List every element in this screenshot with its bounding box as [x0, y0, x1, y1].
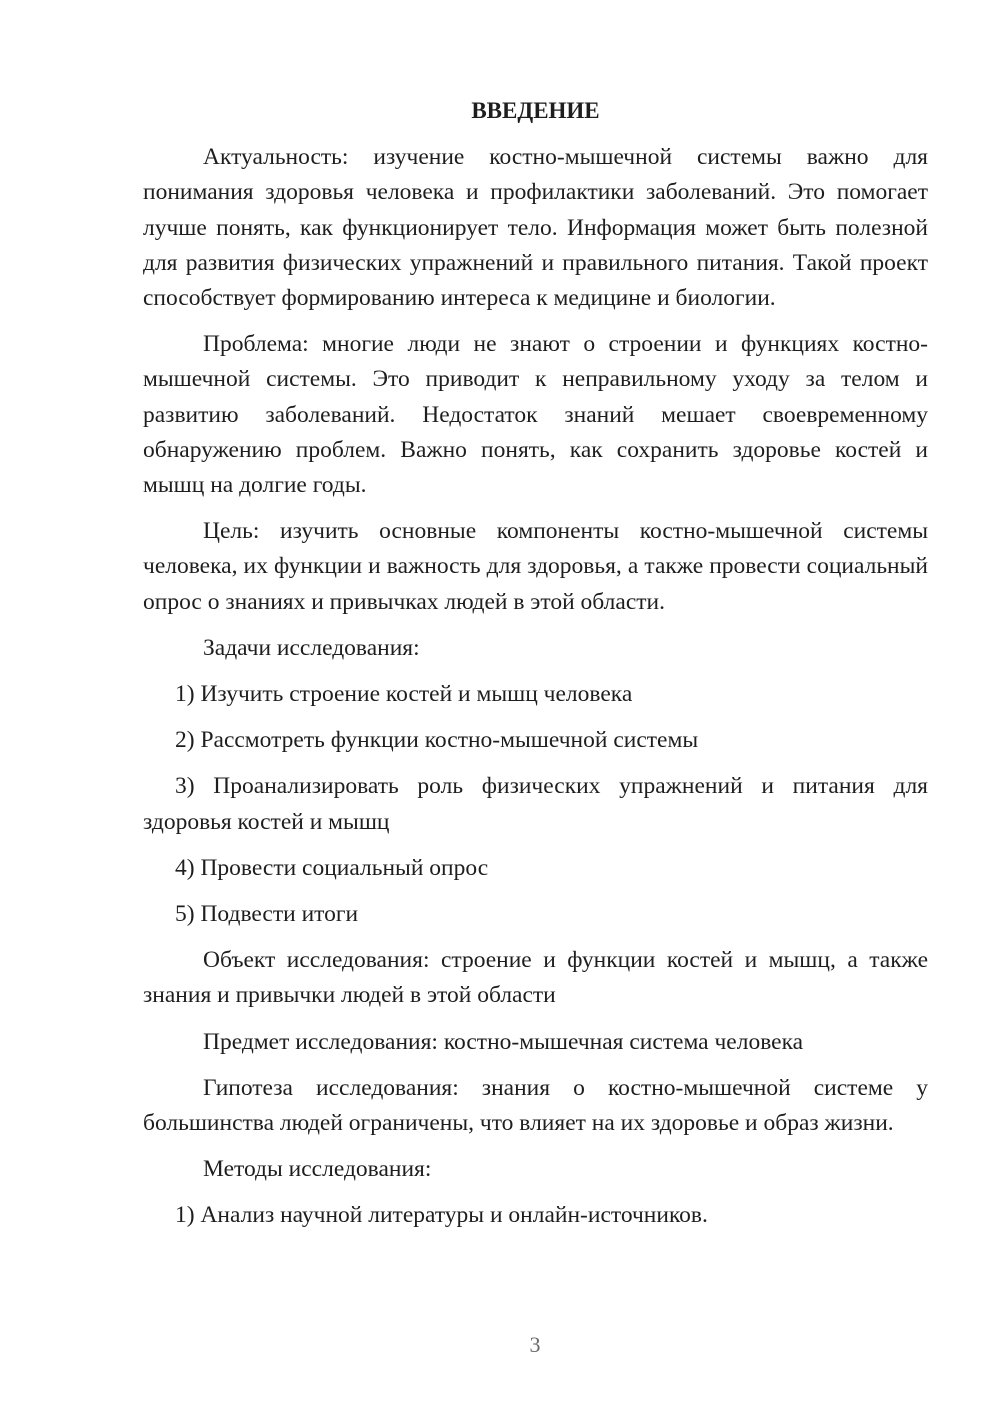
section-heading: ВВЕДЕНИЕ [471, 98, 600, 123]
task-item-1: 1) Изучить строение костей и мышц человека [175, 681, 633, 708]
page-number: 3 [529, 1332, 541, 1357]
method-item-1: 1) Анализ научной литературы и онлайн-источников. [175, 1202, 708, 1229]
subject-paragraph: Предмет исследования: костно-мышечная система человека [203, 1028, 804, 1055]
tasks-title: Задачи исследования: [203, 634, 420, 661]
task-item-2: 2) Рассмотреть функции костно-мышечной системы [175, 727, 699, 754]
object-paragraph: Объект исследования: строение и функции костей и мышц, а также знания и привычки людей в этой области [143, 947, 928, 1009]
task-item-4: 4) Провести социальный опрос [175, 854, 489, 881]
relevance-paragraph: Актуальность: изучение костно-мышечной системы важно для понимания здоровья человека и профилактики заболеваний. Это помогает лучше понять, как функционирует тело. Информация может быть полезной для развития физических упражнений и правильного питания. Такой проект способствует формированию интереса к медицине и биологии. [143, 144, 928, 312]
page-content [143, 93, 928, 1245]
hypothesis-paragraph: Гипотеза исследования: знания о костно-мышечной системе у большинства людей ограничены, что влияет на их здоровье и образ жизни. [143, 1074, 928, 1137]
task-item-5: 5) Подвести итоги [175, 901, 359, 928]
goal-paragraph: Цель: изучить основные компоненты костно-мышечной системы человека, их функции и важность для здоровья, а также провести социальный опрос о знаниях и привычках людей в этой области. [143, 518, 928, 615]
problem-paragraph: Проблема: многие люди не знают о строении и функциях костно-мышечной системы. Это приводит к неправильному уходу за телом и развитию заболеваний. Недостаток знаний мешает своевременному обнаружению проблем. Важно понять, как сохранить здоровье костей и мышц на долгие годы. [143, 331, 928, 499]
methods-title: Методы исследования: [203, 1156, 432, 1183]
task-item-3: 3) Проанализировать роль физических упражнений и питания для здоровья костей и мышц [143, 773, 928, 835]
